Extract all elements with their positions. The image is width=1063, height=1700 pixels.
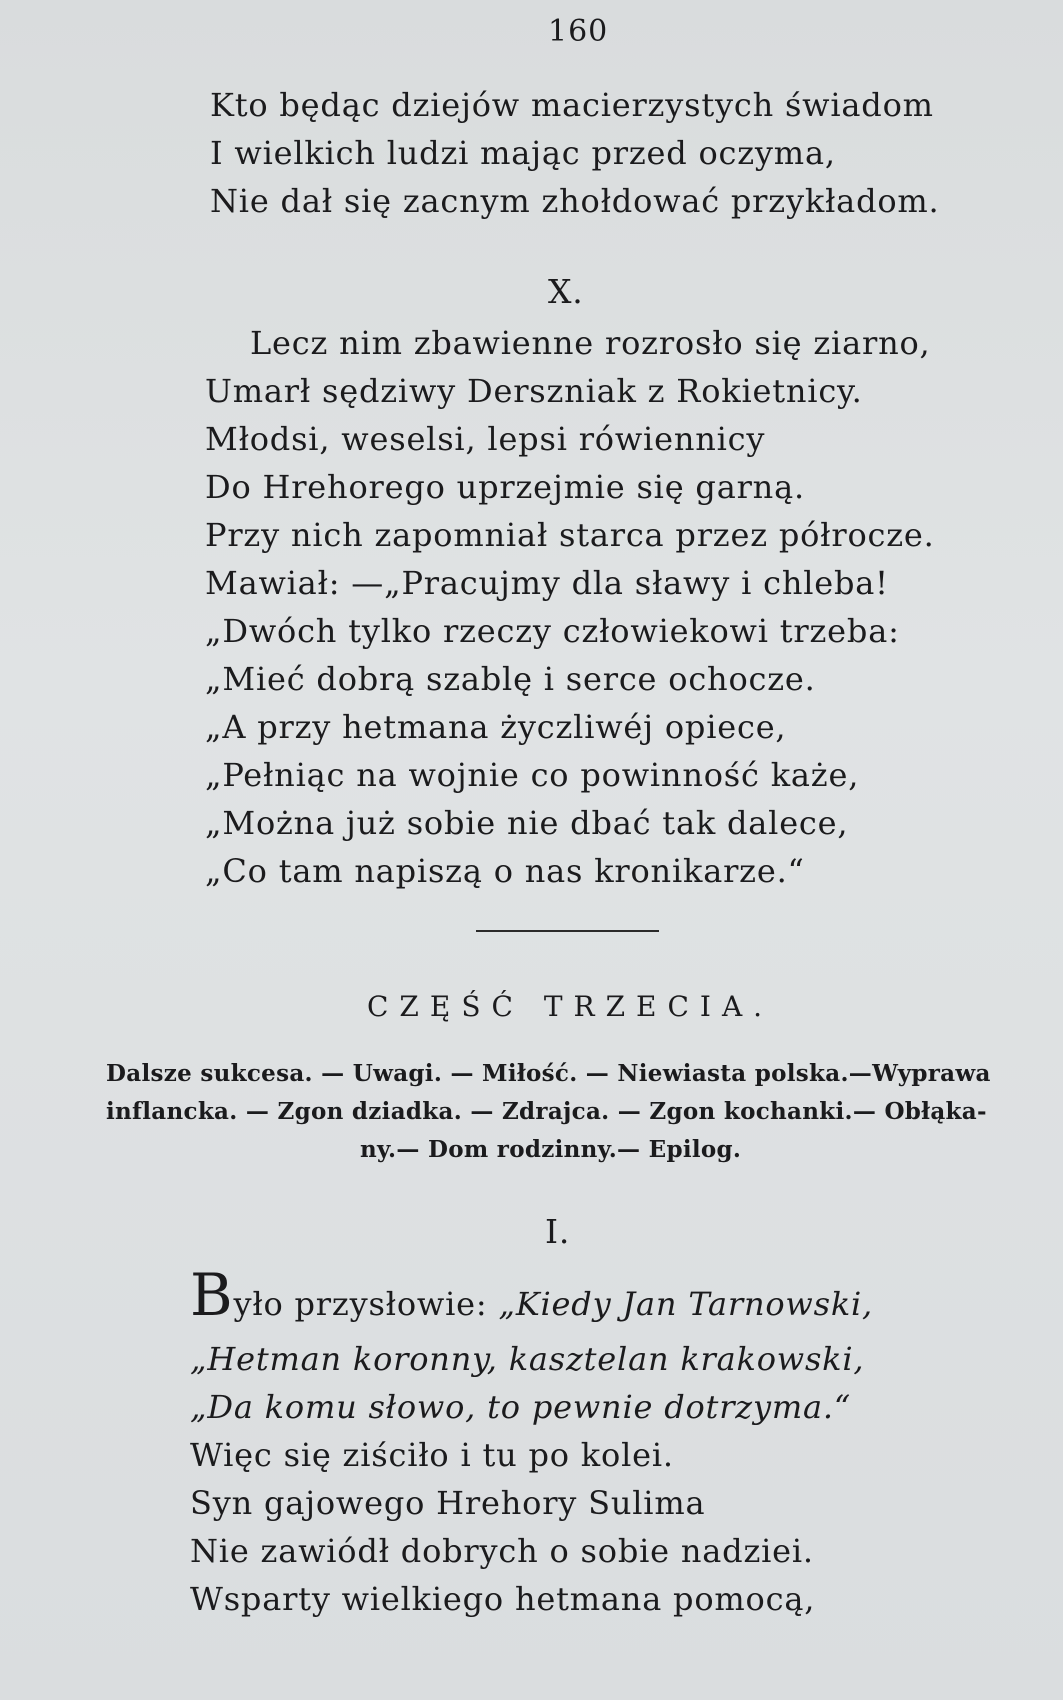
verse-line: Nie zawiódł dobrych o sobie nadziei. bbox=[190, 1532, 814, 1570]
verse-line: „Można już sobie nie dbać tak dalece, bbox=[205, 804, 849, 842]
part-title: CZĘŚĆ TRZECIA. bbox=[367, 990, 774, 1023]
verse-line-quote: „Da komu słowo, to pewnie dotrzyma.“ bbox=[190, 1388, 851, 1426]
verse-line: Do Hrehorego uprzejmie się garną. bbox=[205, 468, 805, 506]
verse-line: Nie dał się zacnym zhołdować przykładom. bbox=[210, 182, 940, 220]
verse-line: Umarł sędziwy Derszniak z Rokietnicy. bbox=[205, 372, 863, 410]
verse-line: Syn gajowego Hrehory Sulima bbox=[190, 1484, 706, 1522]
section-numeral-x: X. bbox=[548, 272, 584, 311]
verse-line: „Pełniąc na wojnie co powinność każe, bbox=[205, 756, 860, 794]
verse-line: Wsparty wielkiego hetmana pomocą, bbox=[190, 1580, 816, 1618]
verse-line: I wielkich ludzi mając przed oczyma, bbox=[210, 134, 836, 172]
verse-line: „Dwóch tylko rzeczy człowiekowi trzeba: bbox=[205, 612, 900, 650]
verse-line: Więc się ziściło i tu po kolei. bbox=[190, 1436, 674, 1474]
drop-cap: B bbox=[190, 1261, 234, 1329]
part-summary-line: Dalsze sukcesa. — Uwagi. — Miłość. — Niewiasta polska.—Wyprawa bbox=[106, 1060, 991, 1087]
verse-quote: „Kiedy Jan Tarnowski, bbox=[498, 1285, 874, 1323]
part-summary-line: ny.— Dom rodzinny.— Epilog. bbox=[360, 1136, 742, 1163]
verse-line: Przy nich zapomniał starca przez półrocze. bbox=[205, 516, 935, 554]
part-summary-line: inflancka. — Zgon dziadka. — Zdrajca. — Zgon kochanki.— Obłąka- bbox=[106, 1098, 987, 1125]
verse-line: „Co tam napiszą o nas kronikarze.“ bbox=[205, 852, 805, 890]
page-number: 160 bbox=[548, 14, 609, 49]
verse-line: „A przy hetmana życzliwéj opiece, bbox=[205, 708, 787, 746]
verse-text: yło przysłowie: bbox=[233, 1285, 499, 1323]
verse-line: „Mieć dobrą szablę i serce ochocze. bbox=[205, 660, 816, 698]
verse-line: Lecz nim zbawienne rozrosło się ziarno, bbox=[250, 324, 931, 362]
section-numeral-i: I. bbox=[545, 1212, 571, 1251]
section-divider bbox=[476, 930, 659, 932]
verse-line-first bbox=[190, 1261, 874, 1329]
verse-line: Młodsi, weselsi, lepsi rówiennicy bbox=[205, 420, 766, 458]
verse-line-quote: „Hetman koronny, kasztelan krakowski, bbox=[190, 1340, 865, 1378]
verse-line: Kto będąc dziejów macierzystych świadom bbox=[210, 86, 934, 124]
verse-line: Mawiał: —„Pracujmy dla sławy i chleba! bbox=[205, 564, 889, 602]
